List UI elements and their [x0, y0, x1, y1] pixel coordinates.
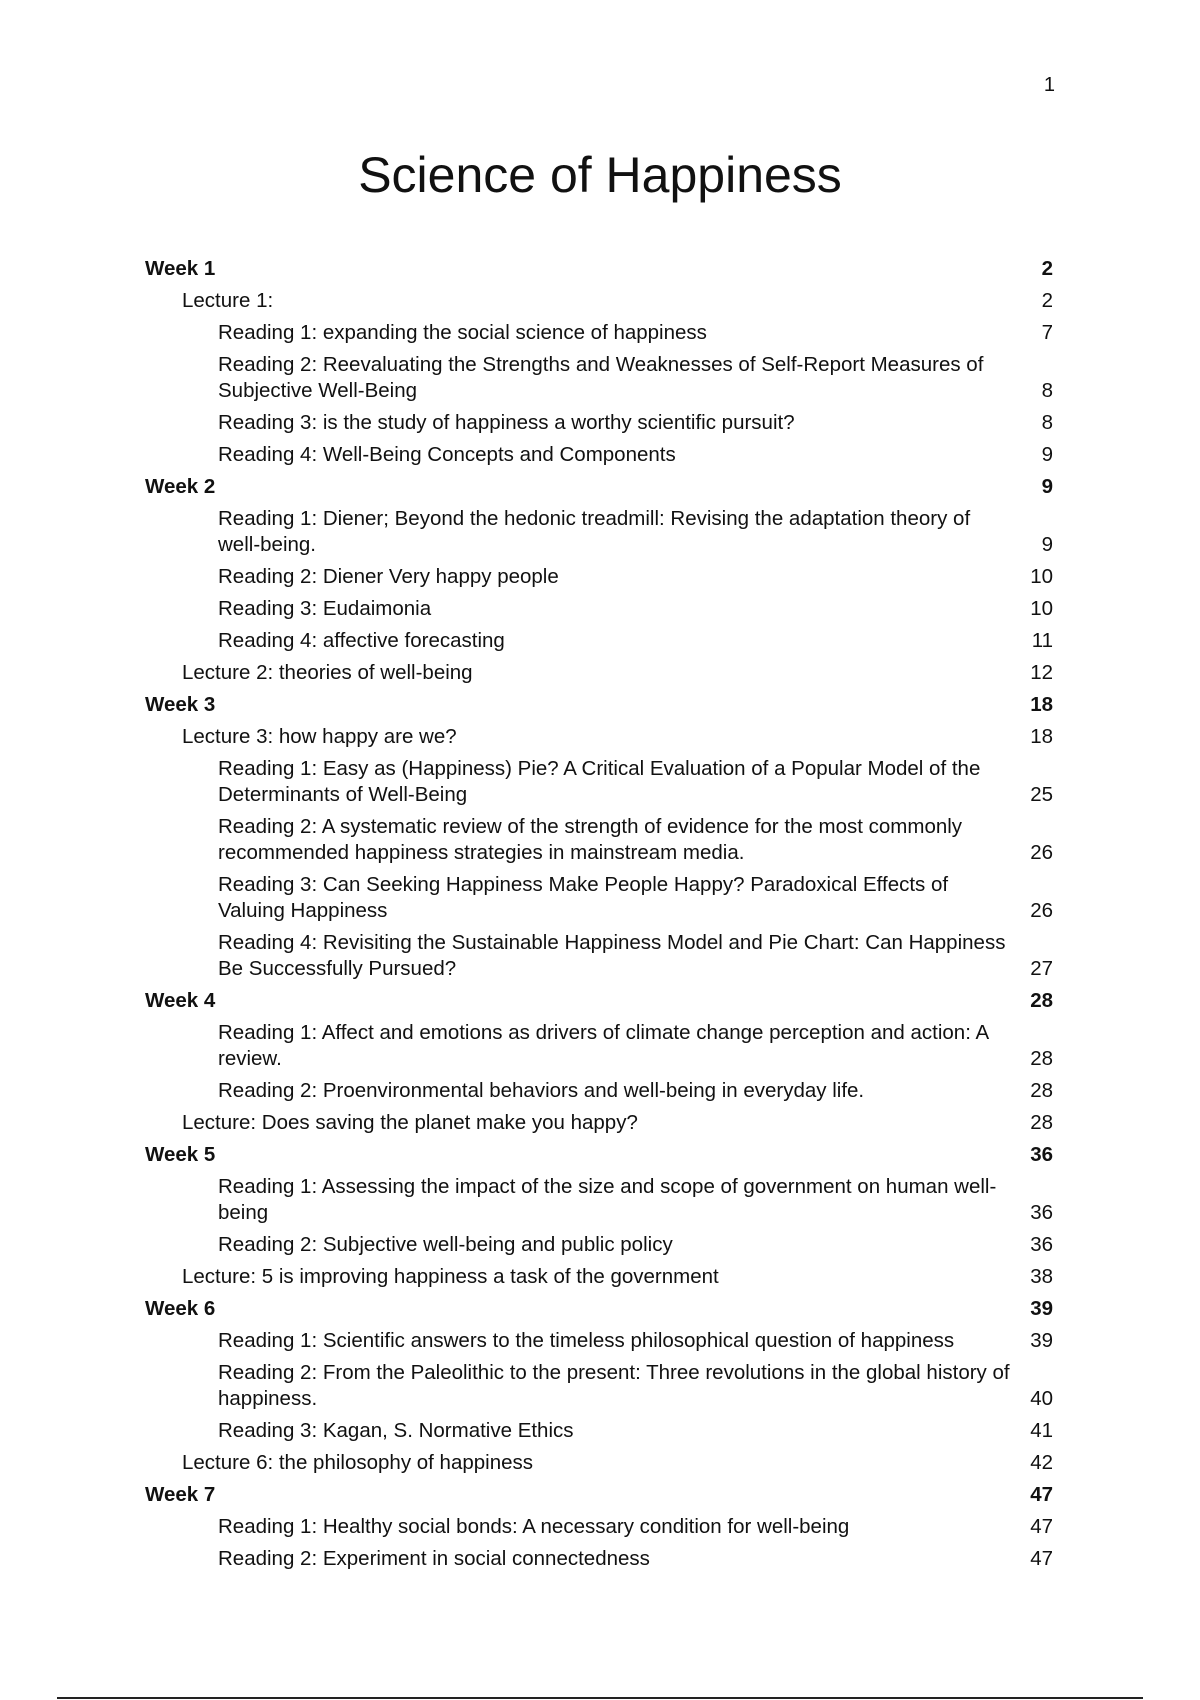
toc-entry-page-number[interactable]: 10	[1030, 565, 1053, 588]
toc-entry-label[interactable]: Reading 2: Reevaluating the Strengths and Weaknesses of Self-Report Measures of Subjective Well-Being	[218, 353, 984, 402]
toc-entry-page-number[interactable]: 28	[1030, 989, 1053, 1012]
toc-entry-label[interactable]: Week 7	[145, 1483, 216, 1506]
toc-entry-page-number[interactable]: 40	[1030, 1387, 1053, 1410]
toc-entry-page-number[interactable]: 39	[1030, 1329, 1053, 1352]
toc-entry-week[interactable]	[145, 1296, 1053, 1322]
toc-entry-label[interactable]: Reading 3: is the study of happiness a worthy scientific pursuit?	[218, 411, 795, 434]
toc-entry-page-number[interactable]: 8	[1041, 379, 1053, 402]
toc-entry-label[interactable]: Reading 1: expanding the social science of happiness	[218, 321, 707, 344]
toc-entry-label[interactable]: Reading 1: Easy as (Happiness) Pie? A Critical Evaluation of a Popular Model of the Determinants of Well-Being	[218, 757, 981, 806]
toc-entry-label[interactable]: Week 2	[145, 475, 216, 498]
toc-entry-reading[interactable]	[145, 1328, 1053, 1354]
toc-entry-reading[interactable]	[145, 352, 1053, 404]
toc-entry-reading[interactable]	[145, 1078, 1053, 1104]
toc-entry-lecture[interactable]	[145, 724, 1053, 750]
toc-entry-reading[interactable]	[145, 320, 1053, 346]
toc-entry-label[interactable]: Reading 1: Affect and emotions as drivers of climate change perception and action: A review.	[218, 1021, 988, 1070]
toc-entry-label[interactable]: Reading 4: affective forecasting	[218, 629, 505, 652]
table-of-contents	[145, 256, 1053, 1578]
toc-entry-label[interactable]: Week 1	[145, 257, 216, 280]
toc-entry-label[interactable]: Reading 3: Can Seeking Happiness Make People Happy? Paradoxical Effects of Valuing Happiness	[218, 873, 949, 922]
toc-entry-page-number[interactable]: 27	[1030, 957, 1053, 980]
toc-entry-week[interactable]	[145, 692, 1053, 718]
toc-entry-reading[interactable]	[145, 1232, 1053, 1258]
toc-entry-reading[interactable]	[145, 1020, 1053, 1072]
toc-entry-page-number[interactable]: 36	[1030, 1201, 1053, 1224]
toc-entry-week[interactable]	[145, 1482, 1053, 1508]
toc-entry-label[interactable]: Lecture 6: the philosophy of happiness	[182, 1451, 534, 1474]
toc-entry-reading[interactable]	[145, 930, 1053, 982]
toc-entry-label[interactable]: Week 6	[145, 1297, 216, 1320]
toc-entry-reading[interactable]	[145, 442, 1053, 468]
toc-entry-page-number[interactable]: 8	[1041, 411, 1053, 434]
toc-entry-week[interactable]	[145, 256, 1053, 282]
toc-entry-lecture[interactable]	[145, 1110, 1053, 1136]
toc-entry-label[interactable]: Reading 1: Assessing the impact of the size and scope of government on human well-being	[218, 1175, 997, 1224]
toc-entry-reading[interactable]	[145, 814, 1053, 866]
page-number: 1	[1043, 74, 1055, 96]
toc-entry-label[interactable]: Reading 2: From the Paleolithic to the present: Three revolutions in the global history of happiness.	[218, 1361, 1010, 1410]
toc-entry-lecture[interactable]	[145, 1264, 1053, 1290]
toc-entry-label[interactable]: Week 5	[145, 1143, 216, 1166]
toc-entry-reading[interactable]	[145, 756, 1053, 808]
toc-entry-label[interactable]: Reading 2: Experiment in social connectedness	[218, 1547, 650, 1570]
toc-entry-reading[interactable]	[145, 872, 1053, 924]
toc-entry-page-number[interactable]: 28	[1030, 1111, 1053, 1134]
toc-entry-reading[interactable]	[145, 1174, 1053, 1226]
toc-entry-label[interactable]: Reading 1: Healthy social bonds: A necessary condition for well-being	[218, 1515, 850, 1538]
toc-entry-page-number[interactable]: 47	[1030, 1483, 1053, 1506]
toc-entry-label[interactable]: Lecture 1:	[182, 289, 274, 312]
toc-entry-page-number[interactable]: 9	[1041, 475, 1053, 498]
toc-entry-label[interactable]: Lecture 3: how happy are we?	[182, 725, 457, 748]
toc-entry-page-number[interactable]: 2	[1041, 257, 1053, 280]
toc-entry-label[interactable]: Week 4	[145, 989, 216, 1012]
toc-entry-page-number[interactable]: 38	[1030, 1265, 1053, 1288]
toc-entry-page-number[interactable]: 18	[1030, 693, 1053, 716]
document-title: Science of Happiness	[358, 147, 842, 203]
toc-entry-reading[interactable]	[145, 564, 1053, 590]
toc-entry-week[interactable]	[145, 474, 1053, 500]
toc-entry-page-number[interactable]: 26	[1030, 899, 1053, 922]
toc-entry-page-number[interactable]: 10	[1030, 597, 1053, 620]
toc-entry-page-number[interactable]: 12	[1030, 661, 1053, 684]
toc-entry-reading[interactable]	[145, 506, 1053, 558]
toc-entry-label[interactable]: Reading 1: Diener; Beyond the hedonic treadmill: Revising the adaptation theory of well-being.	[218, 507, 971, 556]
toc-entry-lecture[interactable]	[145, 660, 1053, 686]
toc-entry-page-number[interactable]: 9	[1041, 443, 1053, 466]
toc-entry-page-number[interactable]: 28	[1030, 1079, 1053, 1102]
page-bottom-divider	[57, 1697, 1143, 1699]
toc-entry-page-number[interactable]: 41	[1030, 1419, 1053, 1442]
toc-entry-page-number[interactable]: 11	[1031, 629, 1053, 652]
toc-entry-label[interactable]: Reading 4: Well-Being Concepts and Components	[218, 443, 676, 466]
toc-entry-page-number[interactable]: 39	[1030, 1297, 1053, 1320]
toc-entry-label[interactable]: Reading 3: Eudaimonia	[218, 597, 432, 620]
toc-entry-label[interactable]: Lecture: Does saving the planet make you happy?	[182, 1111, 638, 1134]
toc-entry-reading[interactable]	[145, 596, 1053, 622]
toc-entry-week[interactable]	[145, 1142, 1053, 1168]
toc-entry-reading[interactable]	[145, 1418, 1053, 1444]
toc-entry-page-number[interactable]: 2	[1041, 289, 1053, 312]
toc-entry-page-number[interactable]: 42	[1030, 1451, 1053, 1474]
toc-entry-page-number[interactable]: 47	[1030, 1547, 1053, 1570]
toc-entry-label[interactable]: Reading 2: A systematic review of the strength of evidence for the most commonly recommended happiness strategies in mainstream media.	[218, 815, 963, 864]
toc-entry-page-number[interactable]: 7	[1041, 321, 1053, 344]
toc-entry-page-number[interactable]: 36	[1030, 1233, 1053, 1256]
toc-entry-reading[interactable]	[145, 1514, 1053, 1540]
toc-entry-label[interactable]: Lecture 2: theories of well-being	[182, 661, 473, 684]
toc-entry-label[interactable]: Lecture: 5 is improving happiness a task of the government	[182, 1265, 719, 1288]
toc-entry-page-number[interactable]: 9	[1041, 533, 1053, 556]
toc-entry-label[interactable]: Reading 2: Diener Very happy people	[218, 565, 559, 588]
toc-entry-label[interactable]: Reading 1: Scientific answers to the timeless philosophical question of happiness	[218, 1329, 955, 1352]
toc-entry-week[interactable]	[145, 988, 1053, 1014]
toc-entry-label[interactable]: Week 3	[145, 693, 216, 716]
toc-entry-page-number[interactable]: 47	[1030, 1515, 1053, 1538]
toc-entry-lecture[interactable]	[145, 288, 1053, 314]
toc-entry-label[interactable]: Reading 2: Proenvironmental behaviors and well-being in everyday life.	[218, 1079, 865, 1102]
toc-entry-reading[interactable]	[145, 628, 1053, 654]
toc-entry-label[interactable]: Reading 3: Kagan, S. Normative Ethics	[218, 1419, 574, 1442]
toc-entry-page-number[interactable]: 18	[1030, 725, 1053, 748]
toc-entry-page-number[interactable]: 28	[1030, 1047, 1053, 1070]
toc-entry-label[interactable]: Reading 2: Subjective well-being and public policy	[218, 1233, 673, 1256]
toc-entry-reading[interactable]	[145, 1546, 1053, 1572]
toc-entry-lecture[interactable]	[145, 1450, 1053, 1476]
toc-entry-page-number[interactable]: 36	[1030, 1143, 1053, 1166]
toc-entry-page-number[interactable]: 25	[1030, 783, 1053, 806]
toc-entry-page-number[interactable]: 26	[1030, 841, 1053, 864]
toc-entry-label[interactable]: Reading 4: Revisiting the Sustainable Happiness Model and Pie Chart: Can Happiness Be Successfully Pursued?	[218, 931, 1006, 980]
toc-entry-reading[interactable]	[145, 410, 1053, 436]
toc-entry-reading[interactable]	[145, 1360, 1053, 1412]
